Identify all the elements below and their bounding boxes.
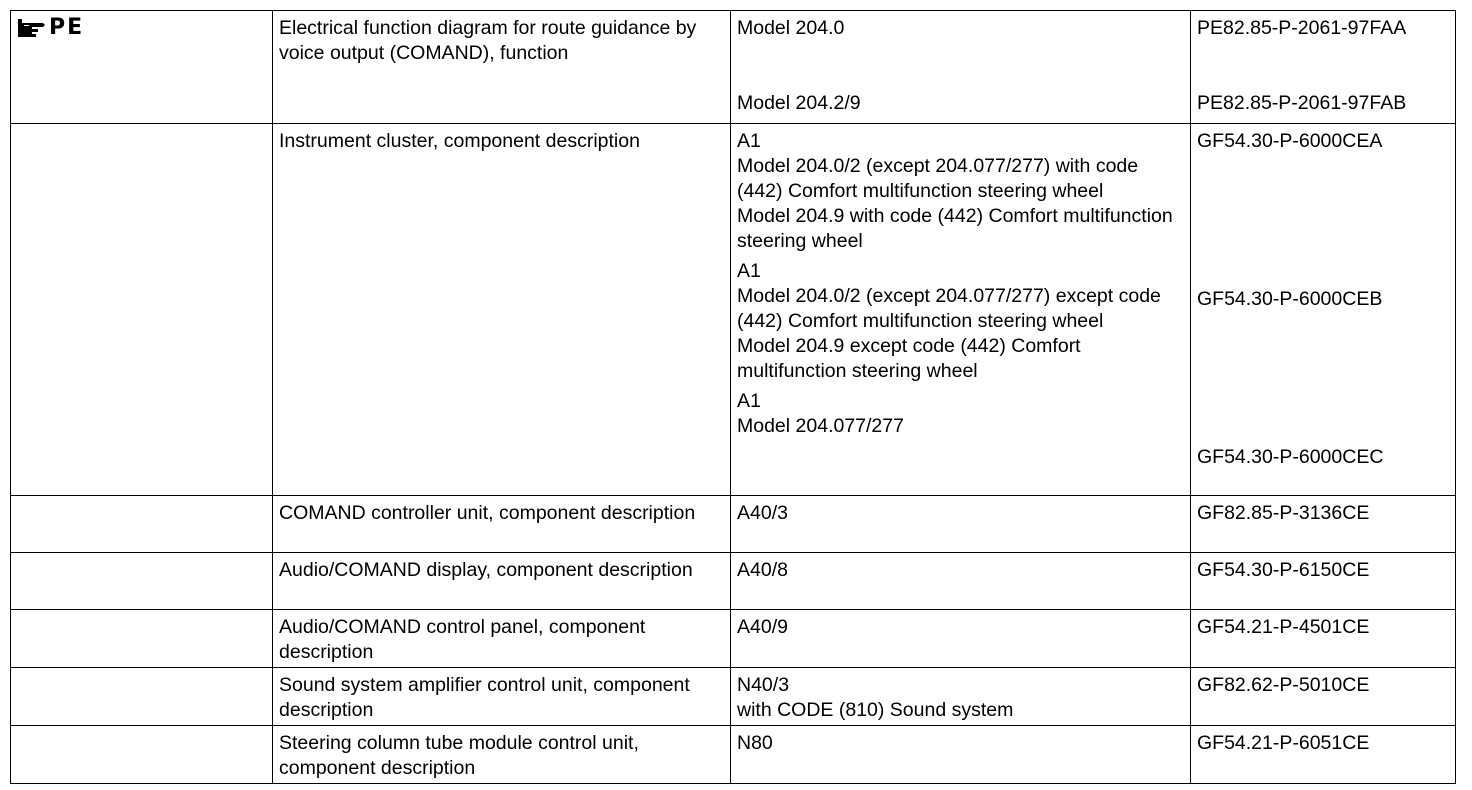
empty-cell [11, 124, 273, 496]
designation-code: A1 [737, 260, 761, 282]
document-link[interactable]: GF54.30-P-6150CE [1197, 559, 1370, 581]
designation-cell [731, 11, 1191, 124]
reference-table [10, 10, 1456, 784]
table-row [11, 553, 1456, 610]
model-note: Model 204.9 with code (442) Comfort multifunction steering wheel [737, 205, 1173, 252]
designation-code: A1 [737, 130, 761, 152]
document-cell [1191, 124, 1456, 496]
document-link[interactable]: GF54.30-P-6000CEC [1197, 446, 1384, 468]
document-cell [1191, 668, 1456, 726]
designation-cell [731, 553, 1191, 610]
table-row [11, 668, 1456, 726]
empty-cell [11, 553, 273, 610]
description-cell: Steering column tube module control unit, component description [273, 726, 731, 784]
table-row [11, 11, 1456, 124]
model-note: Model 204.0/2 (except 204.077/277) except code (442) Comfort multifunction steering wheel [737, 285, 1161, 332]
document-link[interactable]: GF54.21-P-4501CE [1197, 616, 1370, 638]
document-cell [1191, 11, 1456, 124]
designation-code: A40/3 [737, 502, 788, 524]
document-cell [1191, 726, 1456, 784]
description-cell: Instrument cluster, component description [273, 124, 731, 496]
designation-cell [731, 610, 1191, 668]
description-cell: COMAND controller unit, component description [273, 496, 731, 553]
model-note: Model 204.077/277 [737, 415, 904, 437]
designation-code: A40/9 [737, 616, 788, 638]
designation-cell [731, 726, 1191, 784]
document-cell [1191, 496, 1456, 553]
designation-code: A40/8 [737, 559, 788, 581]
model-note: Model 204.9 except code (442) Comfort multifunction steering wheel [737, 335, 1081, 382]
designation-cell [731, 496, 1191, 553]
empty-cell [11, 668, 273, 726]
empty-cell [11, 496, 273, 553]
model-note: Model 204.0/2 (except 204.077/277) with code (442) Comfort multifunction steering wheel [737, 155, 1139, 202]
pointing-hand-icon [17, 17, 47, 39]
empty-cell [11, 610, 273, 668]
document-link[interactable]: PE82.85-P-2061-97FAA [1197, 17, 1407, 39]
table-row [11, 726, 1456, 784]
document-link[interactable]: PE82.85-P-2061-97FAB [1197, 92, 1407, 114]
logo-text: PE [49, 15, 85, 40]
designation-cell [731, 124, 1191, 496]
model-label: Model 204.2/9 [737, 92, 861, 114]
description-cell: Audio/COMAND control panel, component description [273, 610, 731, 668]
code-note: with CODE (810) Sound system [737, 699, 1014, 721]
designation-code: A1 [737, 390, 761, 412]
document-link[interactable]: GF82.62-P-5010CE [1197, 674, 1370, 696]
document-link[interactable]: GF54.21-P-6051CE [1197, 732, 1370, 754]
table-row [11, 610, 1456, 668]
table-row [11, 496, 1456, 553]
description-cell: Sound system amplifier control unit, component description [273, 668, 731, 726]
designation-code: N40/3 [737, 674, 790, 696]
description-cell: Audio/COMAND display, component description [273, 553, 731, 610]
pe-logo [17, 15, 266, 40]
document-cell [1191, 553, 1456, 610]
document-link[interactable]: GF82.85-P-3136CE [1197, 502, 1370, 524]
document-link[interactable]: GF54.30-P-6000CEB [1197, 288, 1383, 310]
document-link[interactable]: GF54.30-P-6000CEA [1197, 130, 1383, 152]
document-cell [1191, 610, 1456, 668]
description-cell: Electrical function diagram for route guidance by voice output (COMAND), function [273, 11, 731, 124]
model-label: Model 204.0 [737, 17, 845, 39]
designation-cell [731, 668, 1191, 726]
empty-cell [11, 726, 273, 784]
designation-code: N80 [737, 732, 773, 754]
table-row [11, 124, 1456, 496]
logo-cell [11, 11, 273, 124]
